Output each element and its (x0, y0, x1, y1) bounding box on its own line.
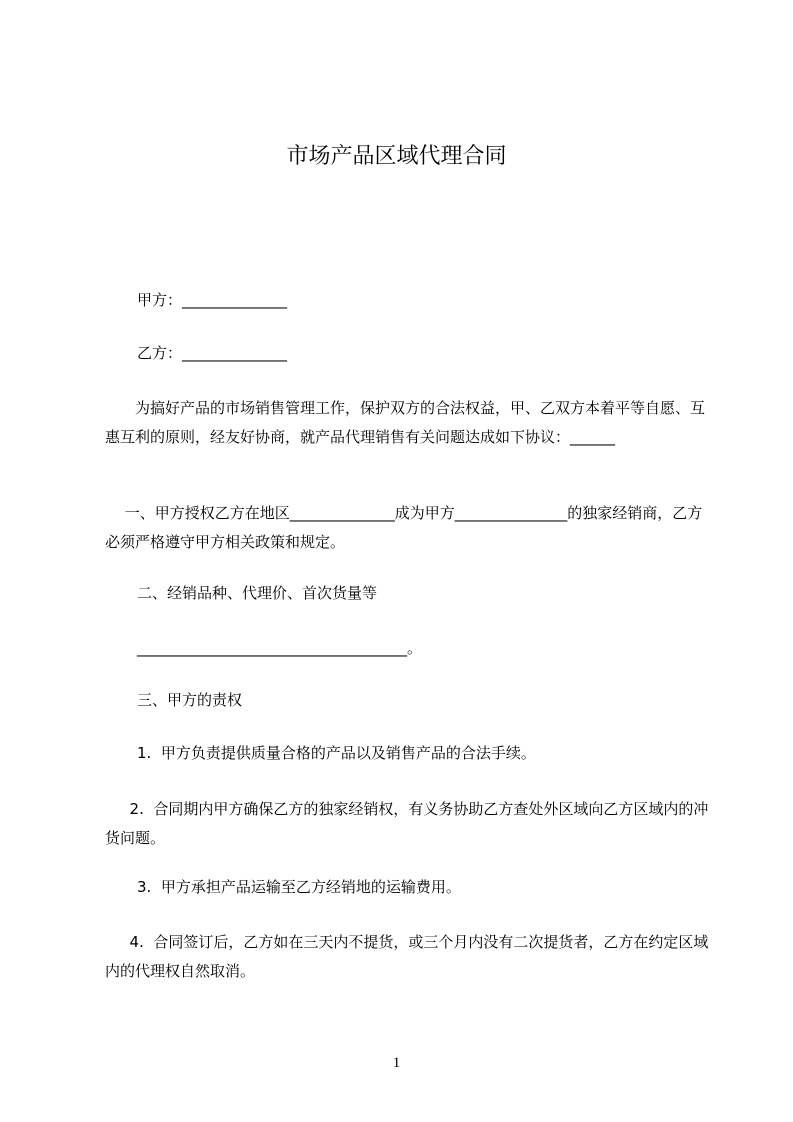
clause-3-item-2: 2. 合同期内甲方确保乙方的独家经销权，有义务协助乙方查处外区域向乙方区域内的冲货问题。 (105, 800, 709, 847)
clause-3-heading: 三、甲方的责权 (137, 691, 243, 709)
clause-2-blank-line: ____________________________________。 (137, 639, 423, 657)
document-title: 市场产品区域代理合同 (286, 144, 507, 169)
preamble-paragraph: 为搞好产品的市场销售管理工作，保护双方的合法权益，甲、乙双方本着平等自愿、互惠互利的原则，经友好协商，就产品代理销售有关问题达成如下协议：______ (105, 399, 706, 446)
party-b-line: 乙方：______________ (137, 344, 288, 362)
clause-3-item-4: 4. 合同签订后，乙方如在三天内不提货，或三个月内没有二次提货者，乙方在约定区域内的代理权自然取消。 (105, 933, 709, 980)
party-a-line: 甲方：______________ (137, 291, 288, 309)
clause-1-paragraph: 一、甲方授权乙方在地区______________成为甲方_______________的独家经销商，乙方必须严格遵守甲方相关政策和规定。 (105, 504, 703, 551)
clause-3-item-3: 3. 甲方承担产品运输至乙方经销地的运输费用。 (137, 878, 461, 896)
clause-3-item-1: 1. 甲方负责提供质量合格的产品以及销售产品的合法手续。 (137, 744, 536, 762)
clause-2-heading: 二、经销品种、代理价、首次货量等 (137, 584, 378, 602)
page-number: 1 (392, 1055, 401, 1071)
